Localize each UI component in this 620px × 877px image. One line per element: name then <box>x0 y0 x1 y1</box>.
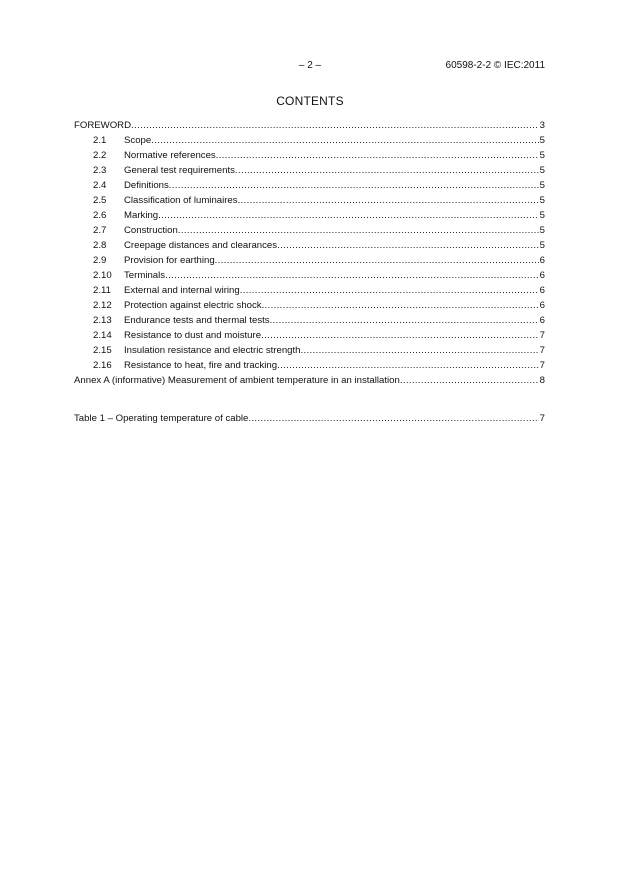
toc-entry-2-16[interactable] <box>74 358 545 373</box>
toc-entry-number: 2.8 <box>93 240 107 251</box>
toc-entry-2-7[interactable] <box>74 223 545 238</box>
toc-entry-title: General test requirements <box>124 165 235 176</box>
dot-leader <box>277 238 539 253</box>
toc-entry-title: Endurance tests and thermal tests <box>124 315 270 326</box>
dot-leader <box>248 411 538 426</box>
toc-entry-2-15[interactable] <box>74 343 545 358</box>
dot-leader <box>400 373 539 388</box>
dot-leader <box>151 133 538 148</box>
toc-entry-number: 2.5 <box>93 195 107 206</box>
toc-entry-page: 7 <box>539 360 545 371</box>
toc-entry-2-6[interactable] <box>74 208 545 223</box>
toc-entry-number: 2.2 <box>93 150 107 161</box>
list-of-tables <box>74 411 545 426</box>
toc-entry-page: 5 <box>539 150 545 161</box>
toc-entry-number: 2.11 <box>93 285 111 296</box>
toc-entry-title: Normative references <box>124 150 216 161</box>
toc-entry-page: 7 <box>539 345 545 356</box>
dot-leader <box>158 208 539 223</box>
dot-leader <box>178 223 539 238</box>
toc-entry-number: 2.14 <box>93 330 112 341</box>
toc-entry-page: 6 <box>539 255 545 266</box>
toc-entry-page: 5 <box>539 225 545 236</box>
dot-leader <box>216 148 539 163</box>
toc-entry-number: 2.12 <box>93 300 112 311</box>
toc-entry-page: 5 <box>539 165 545 176</box>
toc-entry-number: 2.10 <box>93 270 112 281</box>
dot-leader <box>131 118 539 133</box>
toc-entry-page: 5 <box>539 195 545 206</box>
toc-entry-2-2[interactable] <box>74 148 545 163</box>
toc-entry-2-13[interactable] <box>74 313 545 328</box>
toc-entry-page: 3 <box>539 120 545 131</box>
toc-entry-2-11[interactable] <box>74 283 545 298</box>
toc-entry-number: 2.13 <box>93 315 112 326</box>
contents-title: CONTENTS <box>276 94 344 108</box>
dot-leader <box>235 163 539 178</box>
toc-entry-number: 2.9 <box>93 255 107 266</box>
toc-entry-title: Construction <box>124 225 178 236</box>
toc-entry-title: Insulation resistance and electric strength <box>124 345 301 356</box>
toc-entry-2-4[interactable] <box>74 178 545 193</box>
dot-leader <box>240 283 539 298</box>
toc-entry-foreword[interactable] <box>74 118 545 133</box>
toc-entry-title: Definitions <box>124 180 169 191</box>
toc-entry-title: Scope <box>124 135 152 146</box>
toc-entry-title: Marking <box>124 210 159 221</box>
toc-entry-2-12[interactable] <box>74 298 545 313</box>
toc-entry-title: Terminals <box>124 270 166 281</box>
toc-entry-2-3[interactable] <box>74 163 545 178</box>
toc-entry-page: 6 <box>539 300 545 311</box>
toc-entry-2-14[interactable] <box>74 328 545 343</box>
toc-entry-title: Resistance to heat, fire and tracking <box>124 360 278 371</box>
toc-entry-2-1[interactable] <box>74 133 545 148</box>
toc-entry-title: Creepage distances and clearances <box>124 240 278 251</box>
dot-leader <box>262 298 539 313</box>
toc-entry-title: Resistance to dust and moisture <box>124 330 262 341</box>
toc-entry-number: 2.4 <box>93 180 107 191</box>
dot-leader <box>169 178 539 193</box>
toc-entry-number: 2.1 <box>93 135 107 146</box>
toc-entry-2-8[interactable] <box>74 238 545 253</box>
toc-entry-page: 6 <box>539 270 545 281</box>
dot-leader <box>277 358 539 373</box>
toc-entry-2-5[interactable] <box>74 193 545 208</box>
toc-entry-number: 2.16 <box>93 360 112 371</box>
toc-entry-title: External and internal wiring <box>124 285 240 296</box>
toc-entry-page: 6 <box>539 315 545 326</box>
toc-entry-page: 5 <box>539 210 545 221</box>
toc-entry-title: Table 1 – Operating temperature of cable <box>74 413 249 424</box>
toc-entry-page: 5 <box>539 180 545 191</box>
toc-entry-page: 5 <box>539 240 545 251</box>
toc-entry-title: Provision for earthing <box>124 255 215 266</box>
toc-entry-title: Annex A (informative) Measurement of ambient temperature in an installation <box>74 375 400 386</box>
toc-entry-number: 2.7 <box>93 225 107 236</box>
toc-entry-page: 8 <box>539 375 545 386</box>
dot-leader <box>270 313 539 328</box>
toc-entry-number: 2.6 <box>93 210 107 221</box>
toc-entry-title: FOREWORD <box>74 120 132 131</box>
toc-entry-page: 7 <box>539 413 545 424</box>
toc-entry-page: 7 <box>539 330 545 341</box>
document-reference: 60598-2-2 © IEC:2011 <box>445 60 545 71</box>
toc-entry-page: 5 <box>539 135 545 146</box>
toc-entry-title: Classification of luminaires <box>124 195 238 206</box>
toc-entry-2-10[interactable] <box>74 268 545 283</box>
table-of-contents <box>74 118 545 388</box>
toc-entry-title: Protection against electric shock <box>124 300 262 311</box>
toc-entry-annex-a[interactable] <box>74 373 545 388</box>
toc-entry-number: 2.3 <box>93 165 107 176</box>
dot-leader <box>215 253 539 268</box>
dot-leader <box>238 193 539 208</box>
toc-entry-table-1[interactable] <box>74 411 545 426</box>
toc-entry-2-9[interactable] <box>74 253 545 268</box>
toc-entry-number: 2.15 <box>93 345 112 356</box>
page-number: – 2 – <box>298 60 322 71</box>
dot-leader <box>165 268 539 283</box>
toc-entry-page: 6 <box>539 285 545 296</box>
dot-leader <box>301 343 539 358</box>
dot-leader <box>261 328 539 343</box>
